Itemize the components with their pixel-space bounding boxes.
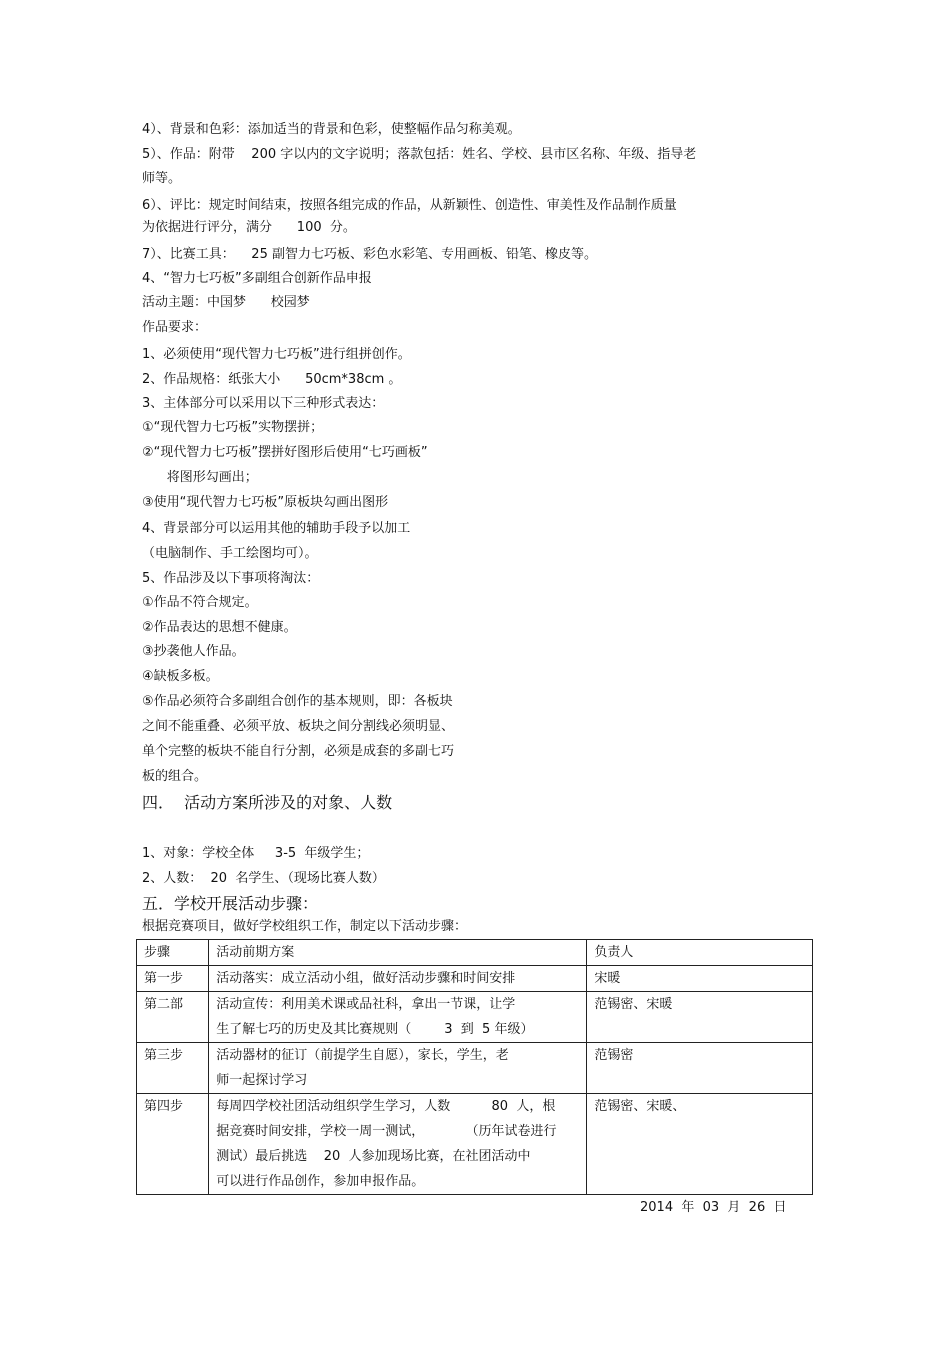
plan-cell: [209, 1094, 587, 1195]
section-heading: 五．学校开展活动步骤：: [142, 894, 319, 913]
plan-cell: [209, 992, 587, 1043]
plan-cell: [209, 966, 587, 992]
text-line: 师等。: [142, 171, 182, 186]
text-line: 活动主题：中国梦 校园梦: [142, 295, 310, 310]
text-line: 7）、比赛工具： 25 副智力七巧板、彩色水彩笔、专用画板、铅笔、橡皮等。: [142, 247, 597, 262]
text-line: ④缺板多板。: [142, 669, 219, 684]
text-line: ②作品表达的思想不健康。: [142, 620, 297, 635]
owner-cell: 范锡密: [587, 1043, 813, 1094]
text-line: （电脑制作、手工绘图均可）。: [142, 546, 318, 561]
table-header-row: [137, 940, 813, 966]
plan-line: 活动落实：成立活动小组，做好活动步骤和时间安排: [216, 971, 516, 986]
text-line: 6）、评比：规定时间结束，按照各组完成的作品，从新颖性、创造性、审美性及作品制作质量: [142, 198, 677, 213]
table-row: [137, 992, 813, 1043]
plan-line: 可以进行作品创作，参加申报作品。: [216, 1174, 425, 1189]
plan-line: 测试）最后挑选 20 人参加现场比赛，在社团活动中: [216, 1149, 531, 1164]
text-line: ②“现代智力七巧板”摆拼好图形后使用“七巧画板”: [142, 445, 428, 460]
document-date: 2014 年 03 月 26 日: [640, 1200, 787, 1215]
plan-line: 据竞赛时间安排，学校一周一测试， （历年试卷进行: [216, 1124, 557, 1139]
text-line: ①“现代智力七巧板”实物摆拼；: [142, 420, 324, 435]
owner-cell: 范锡密、宋暖: [587, 992, 813, 1043]
text-line: 5）、作品：附带 200 字以内的文字说明；落款包括：姓名、学校、县市区名称、年级、指导老: [142, 147, 697, 162]
text-line: 单个完整的板块不能自行分割，必须是成套的多副七巧: [142, 744, 455, 759]
text-line: 板的组合。: [142, 769, 208, 784]
steps-table: [136, 939, 813, 1195]
table-row: [137, 1043, 813, 1094]
text-line: 1、对象：学校全体 3-5 年级学生；: [142, 846, 370, 861]
text-line: ③使用“现代智力七巧板”原板块勾画出图形: [142, 495, 389, 510]
owner-cell: 宋暖: [587, 966, 813, 992]
step-cell: 第二部: [137, 992, 209, 1043]
text-line: ⑤作品必须符合多副组合创作的基本规则，即：各板块: [142, 694, 453, 709]
plan-line: 活动器材的征订（前提学生自愿），家长，学生，老: [216, 1048, 509, 1063]
text-line: 4、“智力七巧板”多副组合创新作品申报: [142, 271, 372, 286]
text-line: 5、作品涉及以下事项将淘汰：: [142, 571, 320, 586]
plan-line: 活动宣传：利用美术课或品社科，拿出一节课，让学: [216, 997, 516, 1012]
table-header-cell: 活动前期方案: [209, 940, 587, 966]
section-heading: 四． 活动方案所涉及的对象、人数: [142, 793, 393, 812]
plan-line: 师一起探讨学习: [216, 1073, 308, 1088]
step-cell: 第四步: [137, 1094, 209, 1195]
plan-line: 每周四学校社团活动组织学生学习，人数 80 人，根: [216, 1099, 556, 1114]
table-header-cell: 步骤: [137, 940, 209, 966]
step-cell: 第三步: [137, 1043, 209, 1094]
plan-cell: [209, 1043, 587, 1094]
text-line: 3、主体部分可以采用以下三种形式表达：: [142, 396, 385, 411]
table-row: [137, 966, 813, 992]
text-line: 将图形勾画出；: [142, 470, 258, 485]
text-line: 为依据进行评分，满分 100 分。: [142, 220, 356, 235]
plan-line: 生了解七巧的历史及其比赛规则（ 3 到 5 年级）: [216, 1022, 534, 1037]
text-line: 2、人数： 20 名学生、（现场比赛人数）: [142, 871, 385, 886]
owner-cell: 范锡密、宋暖、: [587, 1094, 813, 1195]
table-row: [137, 1094, 813, 1195]
text-line: ①作品不符合规定。: [142, 595, 258, 610]
text-line: 作品要求：: [142, 320, 208, 335]
table-header-cell: 负责人: [587, 940, 813, 966]
text-line: 根据竞赛项目，做好学校组织工作，制定以下活动步骤：: [142, 919, 468, 934]
text-line: 2、作品规格：纸张大小 50cm*38cm 。: [142, 372, 402, 387]
text-line: 之间不能重叠、必须平放、板块之间分割线必须明显、: [142, 719, 455, 734]
text-line: 1、必须使用“现代智力七巧板”进行组拼创作。: [142, 347, 411, 362]
text-line: 4）、背景和色彩：添加适当的背景和色彩，使整幅作品匀称美观。: [142, 122, 521, 137]
step-cell: 第一步: [137, 966, 209, 992]
text-line: ③抄袭他人作品。: [142, 644, 245, 659]
text-line: 4、背景部分可以运用其他的辅助手段予以加工: [142, 521, 411, 536]
